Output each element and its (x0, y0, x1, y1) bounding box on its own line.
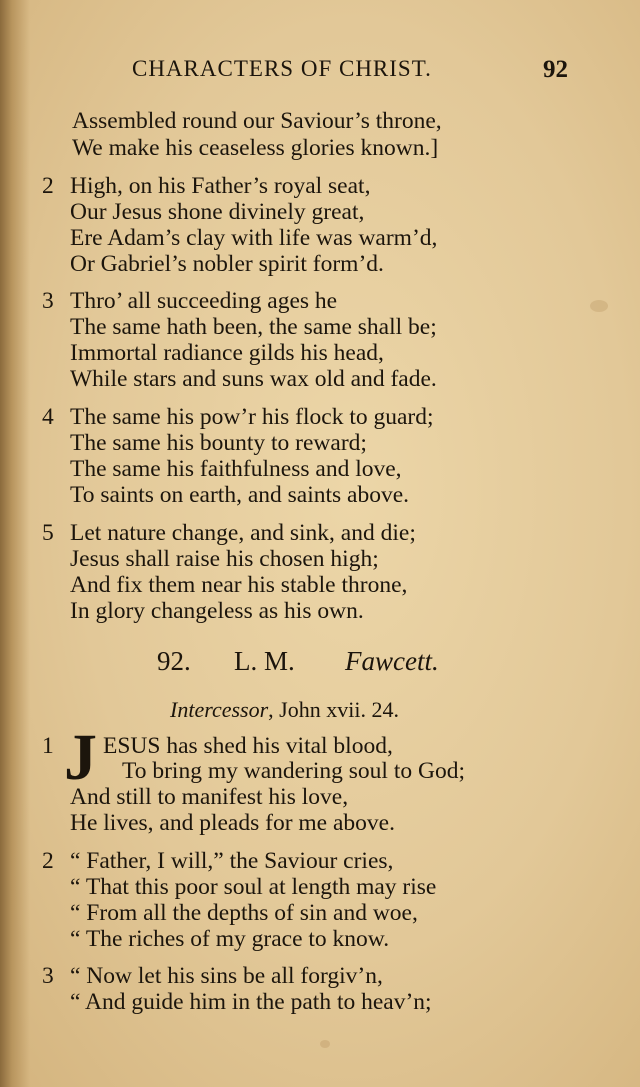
verse-line: “ That this poor soul at length may rise (70, 874, 437, 900)
verse-line: And fix them near his stable throne, (70, 572, 408, 598)
verse-line: The same hath been, the same shall be; (70, 314, 437, 340)
subtitle-theme: Intercessor (170, 697, 269, 722)
verse-line: Or Gabriel’s nobler spirit form’d. (70, 251, 384, 277)
page-header (0, 56, 640, 92)
verse-line: ESUS has shed his vital blood, (103, 733, 393, 759)
hymn-subtitle (170, 697, 399, 723)
drop-cap: J (64, 721, 97, 794)
verse-line: “ From all the depths of sin and woe, (70, 900, 418, 926)
verse-line: “ The riches of my grace to know. (70, 926, 390, 952)
verse-line: Let nature change, and sink, and die; (70, 520, 416, 546)
foxing-stain (320, 1040, 330, 1048)
verse-line: And still to manifest his love, (70, 784, 349, 810)
stanza-number: 5 (42, 520, 54, 546)
subtitle-reference: , John xvii. 24. (268, 697, 399, 722)
verse-line: While stars and suns wax old and fade. (70, 366, 437, 392)
verse-line: He lives, and pleads for me above. (70, 810, 395, 836)
hymn-heading (0, 646, 640, 682)
stanza-number: 3 (42, 963, 54, 989)
verse-line: Thro’ all succeeding ages he (70, 288, 338, 314)
verse-line: To bring my wandering soul to God; (122, 758, 465, 784)
verse-line: The same his pow’r his flock to guard; (70, 404, 434, 430)
verse-line: “ And guide him in the path to heav’n; (70, 989, 432, 1015)
verse-line: “ Father, I will,” the Saviour cries, (70, 848, 394, 874)
stanza-number: 1 (42, 733, 54, 759)
verse-line: In glory changeless as his own. (70, 598, 364, 624)
stanza-number: 3 (42, 288, 54, 314)
verse-line: Our Jesus shone divinely great, (70, 199, 365, 225)
verse-line: Jesus shall raise his chosen high; (70, 546, 379, 572)
page-spine-shadow (0, 0, 30, 1087)
verse-line: The same his bounty to reward; (70, 430, 367, 456)
page-number: 92 (543, 56, 568, 83)
hymn-number: 92. (157, 646, 191, 676)
verse-line: Ere Adam’s clay with life was warm’d, (70, 225, 438, 251)
verse-line: The same his faithfulness and love, (70, 456, 402, 482)
verse-line: High, on his Father’s royal seat, (70, 173, 371, 199)
verse-line: “ Now let his sins be all forgiv’n, (70, 963, 383, 989)
verse-line: Assembled round our Saviour’s throne, (72, 108, 442, 134)
stanza-number: 4 (42, 404, 54, 430)
foxing-stain (590, 300, 608, 312)
verse-line: Immortal radiance gilds his head, (70, 340, 384, 366)
hymn-composer: Fawcett. (345, 646, 439, 676)
verse-line: We make his ceaseless glories known.] (72, 135, 439, 161)
stanza-number: 2 (42, 173, 54, 199)
verse-line: To saints on earth, and saints above. (70, 482, 410, 508)
stanza-number: 2 (42, 848, 54, 874)
running-title: CHARACTERS OF CHRIST. (132, 56, 432, 81)
hymn-meter: L. M. (234, 646, 295, 676)
